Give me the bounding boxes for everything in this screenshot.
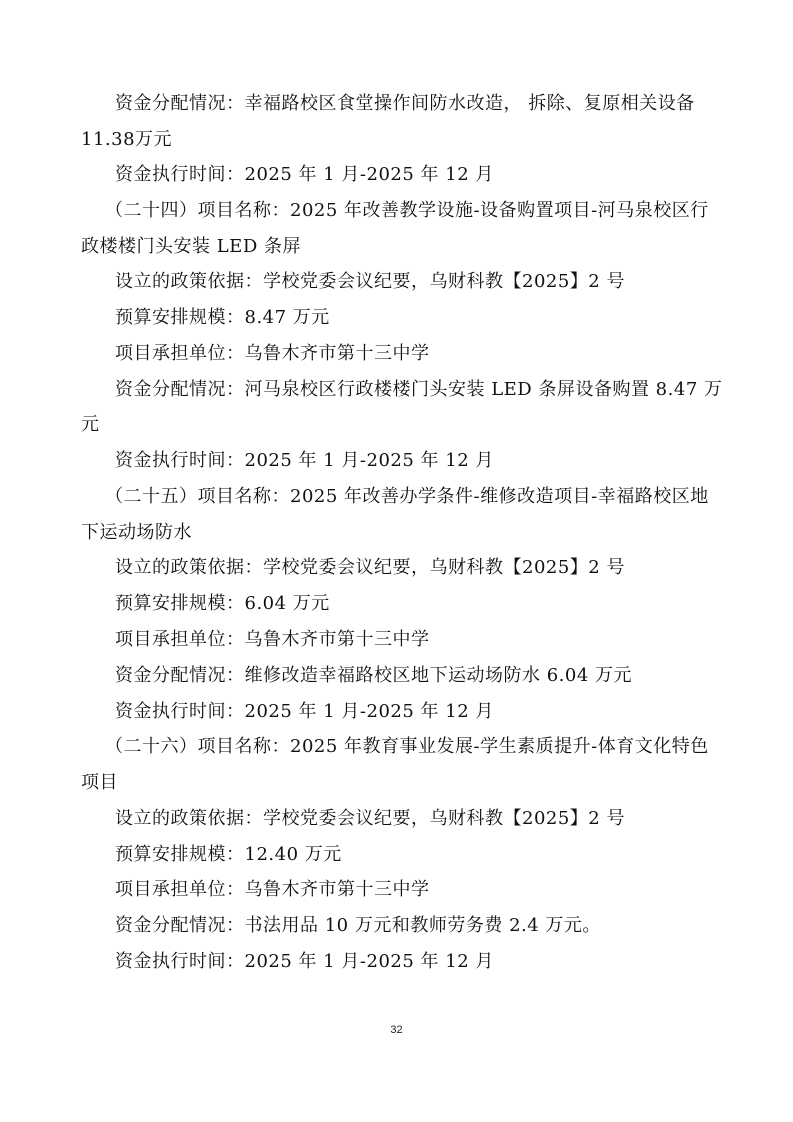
body-line: 资金分配情况：书法用品 10 万元和教师劳务费 2.4 万元。 [115,915,601,936]
body-line: 资金分配情况：幸福路校区食堂操作间防水改造， 拆除、复原相关设备 [115,93,695,114]
section-heading: （二十六）项目名称：2025 年教育事业发展-学生素质提升-体育文化特色 [105,736,709,757]
body-line: 项目承担单位：乌鲁木齐市第十三中学 [115,879,430,900]
body-line: 预算安排规模：8.47 万元 [115,307,330,328]
body-line: 预算安排规模：12.40 万元 [115,844,342,865]
section-heading-continuation: 下运动场防水 [81,522,192,543]
body-line: 资金执行时间：2025 年 1 月-2025 年 12 月 [115,164,494,185]
body-line: 资金执行时间：2025 年 1 月-2025 年 12 月 [115,701,494,722]
body-line: 设立的政策依据：学校党委会议纪要，乌财科教【2025】2 号 [115,808,625,829]
body-line: 预算安排规模：6.04 万元 [115,593,330,614]
section-heading-continuation: 政楼楼门头安装 LED 条屏 [81,236,301,257]
body-line: 11.38万元 [81,129,173,150]
section-heading: （二十四）项目名称：2025 年改善教学设施-设备购置项目-河马泉校区行 [105,200,709,221]
body-line: 资金分配情况：维修改造幸福路校区地下运动场防水 6.04 万元 [115,665,633,686]
body-line: 资金分配情况：河马泉校区行政楼楼门头安装 LED 条屏设备购置 8.47 万 [115,379,723,400]
body-line: 资金执行时间：2025 年 1 月-2025 年 12 月 [115,450,494,471]
section-heading: （二十五）项目名称：2025 年改善办学条件-维修改造项目-幸福路校区地 [105,486,709,507]
body-line: 资金执行时间：2025 年 1 月-2025 年 12 月 [115,951,494,972]
page-number: 32 [390,1024,403,1036]
section-heading-continuation: 项目 [81,772,118,793]
body-line: 元 [81,414,100,435]
body-line: 设立的政策依据：学校党委会议纪要，乌财科教【2025】2 号 [115,557,625,578]
body-line: 项目承担单位：乌鲁木齐市第十三中学 [115,629,430,650]
body-line: 项目承担单位：乌鲁木齐市第十三中学 [115,343,430,364]
body-line: 设立的政策依据：学校党委会议纪要，乌财科教【2025】2 号 [115,271,625,292]
